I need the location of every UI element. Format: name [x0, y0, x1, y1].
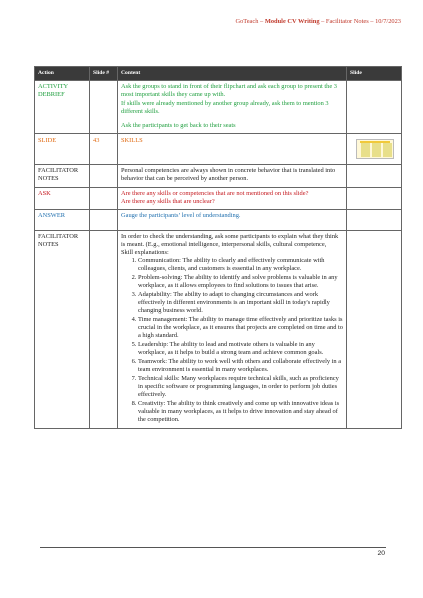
slide-thumbnail-cell	[347, 230, 402, 428]
action-label: ACTIVITY DEBRIEF	[35, 81, 90, 133]
slide-number-cell: 43	[90, 133, 118, 164]
slide-thumbnail-cell	[347, 188, 402, 209]
content-cell	[118, 188, 347, 209]
facilitator-notes-table	[34, 66, 402, 429]
list-item: 8. Creativity: The ability to think creatively and come up with innovative ideas is valuable in many workplaces, as it helps to drive innovation and stay ahead of the competition.	[138, 400, 344, 425]
header-prefix: GoTeach –	[235, 18, 265, 25]
list-item: 5. Leadership: The ability to lead and motivate others is valuable in any workplace, as it helps to build a strong team and achieve common goals.	[138, 341, 344, 357]
slide-number-cell	[90, 188, 118, 209]
table-row-facilitator-notes	[35, 230, 402, 428]
list-item: 7. Technical skills: Many workplaces require technical skills, such as proficiency in specific software or programming languages, in order to perform job duties effectively.	[138, 375, 344, 400]
table-row-ask	[35, 188, 402, 209]
slide-thumbnail-cell	[347, 81, 402, 133]
slide-thumbnail-cell	[347, 164, 402, 187]
slide-number-cell	[90, 164, 118, 187]
action-label: FACILITATOR NOTES	[35, 164, 90, 187]
list-item: 6. Teamwork: The ability to work well with others and collaborate effectively in a team environment is essential in many workplaces.	[138, 358, 344, 374]
page-number: 20	[377, 550, 385, 557]
content-paragraph: Ask the groups to stand in front of their flipchart and ask each group to present the 3 most important skills they came up with.	[121, 83, 337, 99]
ask-question: Are there any skills that are unclear?	[121, 198, 215, 206]
content-paragraph: If skills were already mentioned by another group already, ask them to mention 3 different skills.	[121, 99, 329, 115]
skill-explanations-label: Skill explanations:	[121, 249, 169, 257]
page-header	[235, 18, 401, 25]
table-row-activity-debrief	[35, 81, 402, 133]
table-row-slide	[35, 133, 402, 164]
list-item: 3. Adaptability: The ability to adapt to changing circumstances and work effectively in different environments is an important skill in today's rapidly changing business world.	[138, 291, 344, 316]
slide-number-cell	[90, 81, 118, 133]
slide-thumbnail-cell	[347, 133, 402, 164]
action-label: ANSWER	[35, 209, 90, 230]
list-item: 1. Communication: The ability to clearly and effectively communicate with colleagues, clients, and customers is essential in any workplace.	[138, 257, 344, 273]
list-item: 2. Problem-solving: The ability to identify and solve problems is valuable in any workplace, as it allows employees to find solutions to issues that arise.	[138, 274, 344, 290]
slide-number-cell	[90, 209, 118, 230]
skill-explanations-list	[121, 257, 344, 424]
footer-divider	[40, 547, 386, 548]
column-header-content: Content	[118, 67, 347, 81]
ask-question: Are there any skills or competencies that are not mentioned on this slide?	[121, 190, 309, 198]
column-header-slide: Slide	[347, 67, 402, 81]
notes-intro: In order to check the understanding, ask some participants to explain what they think is meant. (E.g., emotional intelligence, interpersonal skills, cultural competence,	[121, 232, 339, 248]
content-cell	[118, 230, 347, 428]
content-cell	[118, 81, 347, 133]
table-row-facilitator-notes	[35, 164, 402, 187]
column-header-action: Action	[35, 67, 90, 81]
content-cell: Gauge the participants’ level of understanding.	[118, 209, 347, 230]
action-label: ASK	[35, 188, 90, 209]
slide-number-cell	[90, 230, 118, 428]
column-header-slide-number: Slide #	[90, 67, 118, 81]
slide-thumbnail-image	[356, 139, 394, 159]
content-cell: Personal competencies are always shown in concrete behavior that is translated into behavior that can be perceived by another person.	[118, 164, 347, 187]
header-module-title: Module CV Writing	[264, 18, 320, 25]
action-label: SLIDE	[35, 133, 90, 164]
action-label: FACILITATOR NOTES	[35, 230, 90, 428]
list-item: 4. Time management: The ability to manage time effectively and prioritize tasks is crucial in the workplace, as it ensures that projects are completed on time and to a high standard.	[138, 316, 344, 341]
content-paragraph: Ask the participants to get back to their seats	[121, 122, 236, 130]
slide-thumbnail-cell	[347, 209, 402, 230]
table-row-answer	[35, 209, 402, 230]
header-suffix: – Facilitator Notes – 10/7/2023	[319, 18, 401, 25]
content-cell: SKILLS	[118, 133, 347, 164]
table-header-row	[35, 67, 402, 81]
